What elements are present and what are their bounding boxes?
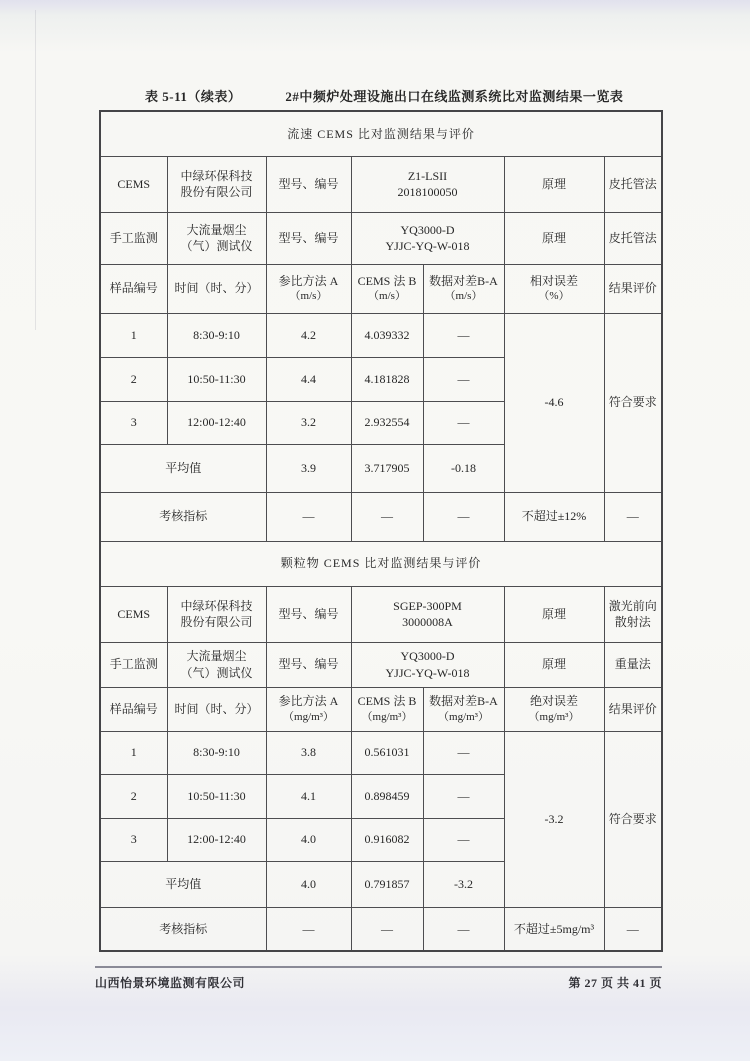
average-diff-cell: -3.2 <box>423 861 504 907</box>
serial-line: YJJC-YQ-W-018 <box>385 665 470 680</box>
principle-line: 激光前向 <box>608 598 657 613</box>
header-unit: （m/s） <box>289 290 328 303</box>
serial-line: Z1-LSII <box>407 168 448 183</box>
model-label-cell: 型号、编号 <box>266 586 351 642</box>
col-header-time: 时间（时、分） <box>167 264 266 313</box>
average-ref-cell: 3.9 <box>266 444 351 492</box>
cems-value-cell: 0.561031 <box>351 731 423 774</box>
manual-device-cell <box>167 642 266 687</box>
cems-value-cell: 0.916082 <box>351 818 423 861</box>
sample-id-cell: 3 <box>100 401 167 444</box>
cems-vendor-cell <box>167 586 266 642</box>
col-header-ref <box>266 264 351 313</box>
col-header-diff <box>423 264 504 313</box>
serial-line: YQ3000-D <box>400 649 455 664</box>
ref-value-cell: 3.2 <box>266 401 351 444</box>
evaluation-merged-cell: 符合要求 <box>604 731 662 907</box>
model-label-cell: 型号、编号 <box>266 212 351 264</box>
assessment-label-cell: 考核指标 <box>100 492 266 541</box>
device-line: 大流量烟尘 <box>186 649 247 664</box>
header-line: 数据对差B-A <box>429 694 498 709</box>
col-header-sample: 样品编号 <box>100 687 167 731</box>
cems-value-cell: 2.932554 <box>351 401 423 444</box>
principle-label-cell: 原理 <box>504 586 604 642</box>
principle-label-cell: 原理 <box>504 212 604 264</box>
header-unit: （mg/m³） <box>438 710 489 723</box>
error-merged-cell: -3.2 <box>504 731 604 907</box>
diff-value-cell: — <box>423 401 504 444</box>
cems-vendor-cell <box>167 156 266 212</box>
vendor-line: 股份有限公司 <box>180 185 253 199</box>
table-number-label: 表 5-11（续表） <box>145 89 242 104</box>
time-cell: 10:50-11:30 <box>167 774 266 818</box>
header-line: 绝对误差 <box>529 694 578 709</box>
ref-value-cell: 3.8 <box>266 731 351 774</box>
header-unit: （%） <box>538 290 570 303</box>
footer-company: 山西怡景环境监测有限公司 <box>95 976 246 990</box>
device-line: （气）测试仪 <box>180 239 253 253</box>
assessment-row <box>100 907 662 951</box>
serial-line: YQ3000-D <box>400 222 455 237</box>
time-cell: 12:00-12:40 <box>167 401 266 444</box>
diff-value-cell: — <box>423 313 504 357</box>
data-row <box>100 731 662 774</box>
serial-line: YJJC-YQ-W-018 <box>385 239 470 253</box>
header-unit: （mg/m³） <box>283 710 334 723</box>
assessment-label-cell: 考核指标 <box>100 907 266 951</box>
table-row <box>100 541 662 586</box>
vendor-line: 中绿环保科技 <box>180 598 253 613</box>
principle-value-cell <box>604 586 662 642</box>
sample-id-cell: 2 <box>100 357 167 401</box>
assessment-dash-cell: — <box>423 492 504 541</box>
table-header-row <box>100 687 662 731</box>
header-line: 参比方法 A <box>278 273 339 288</box>
section-title-particulate: 颗粒物 CEMS 比对监测结果与评价 <box>100 541 662 586</box>
assessment-result-cell: — <box>604 492 662 541</box>
col-header-time: 时间（时、分） <box>167 687 266 731</box>
time-cell: 8:30-9:10 <box>167 731 266 774</box>
assessment-dash-cell: — <box>266 492 351 541</box>
header-line: CEMS 法 B <box>357 694 417 709</box>
table-row <box>100 212 662 264</box>
header-line: CEMS 法 B <box>357 273 417 288</box>
assessment-result-cell: — <box>604 907 662 951</box>
cems-label-cell: CEMS <box>100 156 167 212</box>
vendor-line: 股份有限公司 <box>180 615 253 629</box>
header-line: 数据对差B-A <box>429 273 498 288</box>
model-label-cell: 型号、编号 <box>266 642 351 687</box>
table-row <box>100 111 662 156</box>
model-serial-cell <box>351 156 504 212</box>
ref-value-cell: 4.1 <box>266 774 351 818</box>
assessment-limit-cell: 不超过±12% <box>504 492 604 541</box>
header-unit: （mg/m³） <box>361 710 413 723</box>
sample-id-cell: 1 <box>100 731 167 774</box>
col-header-sample: 样品编号 <box>100 264 167 313</box>
monitoring-results-table <box>99 110 663 952</box>
cems-value-cell: 0.898459 <box>351 774 423 818</box>
ref-value-cell: 4.0 <box>266 818 351 861</box>
vendor-line: 中绿环保科技 <box>180 168 253 183</box>
manual-label-cell: 手工监测 <box>100 212 167 264</box>
col-header-cems <box>351 264 423 313</box>
col-header-error <box>504 687 604 731</box>
header-line: 参比方法 A <box>278 694 339 709</box>
assessment-row <box>100 492 662 541</box>
ref-value-cell: 4.2 <box>266 313 351 357</box>
diff-value-cell: — <box>423 818 504 861</box>
sample-id-cell: 3 <box>100 818 167 861</box>
average-diff-cell: -0.18 <box>423 444 504 492</box>
model-serial-cell <box>351 212 504 264</box>
header-line: 相对误差 <box>529 273 578 288</box>
col-header-ref <box>266 687 351 731</box>
serial-line: SGEP-300PM <box>393 598 462 613</box>
table-row <box>100 642 662 687</box>
table-row <box>100 586 662 642</box>
average-label-cell: 平均值 <box>100 861 266 907</box>
principle-value-cell: 皮托管法 <box>604 212 662 264</box>
ref-value-cell: 4.4 <box>266 357 351 401</box>
table-row <box>100 156 662 212</box>
col-header-result: 结果评价 <box>604 264 662 313</box>
principle-value-cell: 重量法 <box>604 642 662 687</box>
principle-label-cell: 原理 <box>504 156 604 212</box>
cems-value-cell: 4.181828 <box>351 357 423 401</box>
serial-line: 3000008A <box>402 615 453 629</box>
col-header-cems <box>351 687 423 731</box>
error-merged-cell: -4.6 <box>504 313 604 492</box>
page-footer <box>95 966 662 991</box>
device-line: 大流量烟尘 <box>186 222 247 237</box>
page-title: 2#中频炉处理设施出口在线监测系统比对监测结果一览表 <box>285 89 624 104</box>
sample-id-cell: 2 <box>100 774 167 818</box>
assessment-limit-cell: 不超过±5mg/m³ <box>504 907 604 951</box>
principle-value-cell: 皮托管法 <box>604 156 662 212</box>
data-row <box>100 313 662 357</box>
sample-id-cell: 1 <box>100 313 167 357</box>
manual-device-cell <box>167 212 266 264</box>
col-header-diff <box>423 687 504 731</box>
model-label-cell: 型号、编号 <box>266 156 351 212</box>
diff-value-cell: — <box>423 731 504 774</box>
col-header-error <box>504 264 604 313</box>
diff-value-cell: — <box>423 357 504 401</box>
cems-value-cell: 4.039332 <box>351 313 423 357</box>
page-title-bar <box>99 86 661 105</box>
model-serial-cell <box>351 586 504 642</box>
average-ref-cell: 4.0 <box>266 861 351 907</box>
device-line: （气）测试仪 <box>180 665 253 680</box>
table-header-row <box>100 264 662 313</box>
assessment-dash-cell: — <box>351 907 423 951</box>
section-title-flow: 流速 CEMS 比对监测结果与评价 <box>100 111 662 156</box>
header-unit: （mg/m³） <box>528 710 580 723</box>
serial-line: 2018100050 <box>397 185 458 199</box>
col-header-result: 结果评价 <box>604 687 662 731</box>
cems-label-cell: CEMS <box>100 586 167 642</box>
time-cell: 8:30-9:10 <box>167 313 266 357</box>
time-cell: 10:50-11:30 <box>167 357 266 401</box>
time-cell: 12:00-12:40 <box>167 818 266 861</box>
principle-line: 散射法 <box>614 615 651 629</box>
footer-page-number: 第 27 页 共 41 页 <box>568 976 662 990</box>
average-cems-cell: 0.791857 <box>351 861 423 907</box>
principle-label-cell: 原理 <box>504 642 604 687</box>
header-unit: （m/s） <box>444 290 483 303</box>
scan-artifact-line <box>35 10 36 330</box>
assessment-dash-cell: — <box>423 907 504 951</box>
model-serial-cell <box>351 642 504 687</box>
average-label-cell: 平均值 <box>100 444 266 492</box>
header-unit: （m/s） <box>368 290 406 303</box>
average-cems-cell: 3.717905 <box>351 444 423 492</box>
diff-value-cell: — <box>423 774 504 818</box>
assessment-dash-cell: — <box>266 907 351 951</box>
manual-label-cell: 手工监测 <box>100 642 167 687</box>
assessment-dash-cell: — <box>351 492 423 541</box>
evaluation-merged-cell: 符合要求 <box>604 313 662 492</box>
